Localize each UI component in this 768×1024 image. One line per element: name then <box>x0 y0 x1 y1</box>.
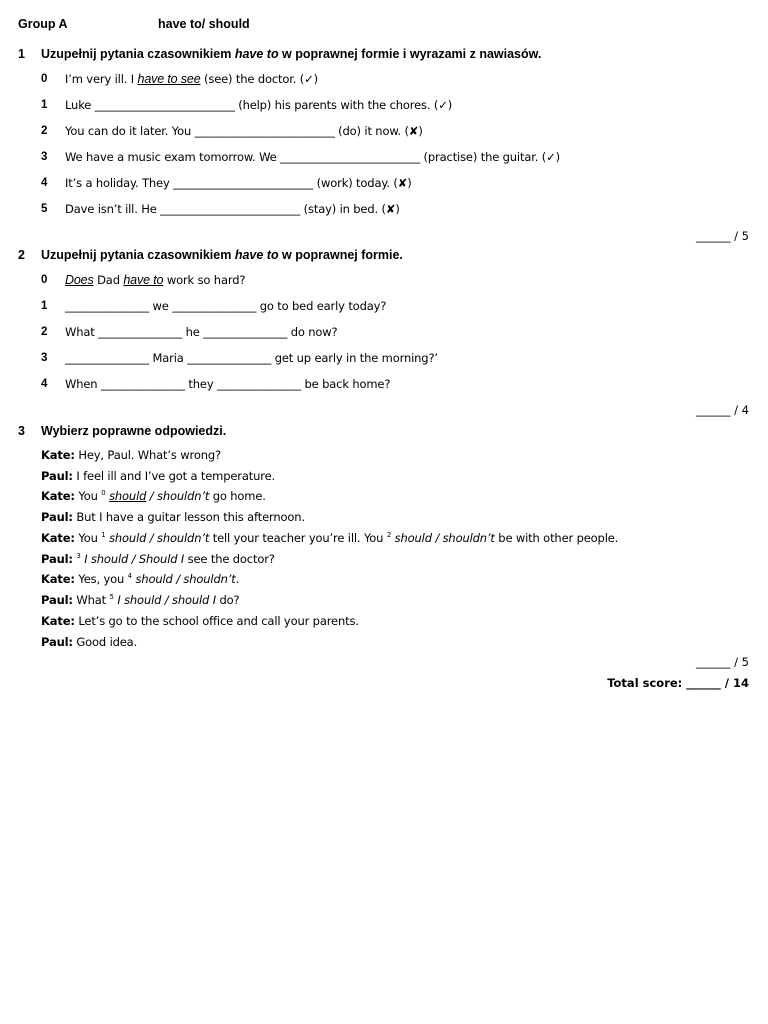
total-score-label: Total score: <box>607 676 683 690</box>
dialogue-line-5-c: be with other people. <box>494 531 619 545</box>
speaker-kate: Kate: <box>41 448 75 462</box>
section-2-score: ______ / 4 <box>695 403 749 417</box>
dialogue-line-3-b: go home. <box>209 489 266 503</box>
speaker-paul: Paul: <box>41 593 73 607</box>
dialogue-line-2-text: I feel ill and I’ve got a temperature. <box>76 469 276 483</box>
dialogue-line-9 <box>41 614 359 628</box>
s2-item-0 <box>65 273 245 287</box>
s2-item-0-post: work so hard? <box>163 273 246 287</box>
section-3-number: 3 <box>18 424 25 438</box>
s1-item-0-post: (see) the doctor. (✓) <box>200 72 318 86</box>
dialogue-line-8 <box>41 593 239 607</box>
dialogue-line-1 <box>41 448 221 462</box>
section-2-title-pre: Uzupełnij pytania czasownikiem <box>41 248 235 262</box>
section-3-title: Wybierz poprawne odpowiedzi. <box>41 424 227 438</box>
dialogue-line-8-option: I should / should I <box>117 593 216 607</box>
section-2-title-post: w poprawnej formie. <box>278 248 403 262</box>
s1-item-2: You can do it later. You _________________________ (do) it now. (✘) <box>65 124 423 138</box>
section-2-title-em: have to <box>234 248 279 262</box>
dialogue-line-10-text: Good idea. <box>76 635 138 649</box>
speaker-paul: Paul: <box>41 510 73 524</box>
s2-item-1: _______________ we _______________ go to bed early today? <box>65 299 387 313</box>
s1-item-2-number: 2 <box>41 125 48 137</box>
s2-item-3-number: 3 <box>41 352 48 364</box>
dialogue-line-9-text: Let’s go to the school office and call your parents. <box>78 614 359 628</box>
dialogue-line-7-option: should / shouldn’t <box>135 572 236 586</box>
section-1-title-em: have to <box>234 47 279 61</box>
group-label: Group A <box>18 17 68 31</box>
section-1-score: ______ / 5 <box>695 229 749 243</box>
s1-item-0-number: 0 <box>41 73 48 85</box>
gap-number-4: 4 <box>127 572 132 580</box>
speaker-kate: Kate: <box>41 614 75 628</box>
s1-item-4-number: 4 <box>41 177 48 189</box>
s2-item-0-answer-1: Does <box>65 273 94 287</box>
s2-item-2-number: 2 <box>41 326 48 338</box>
total-score <box>607 676 749 690</box>
s1-item-0-answer: have to see <box>137 72 201 86</box>
dialogue-line-6-b: see the doctor? <box>184 552 275 566</box>
dialogue-line-7 <box>41 572 239 586</box>
dialogue-line-7-a: Yes, you <box>78 572 128 586</box>
dialogue-line-3-a: You <box>78 489 102 503</box>
dialogue-line-3-answer: should <box>109 489 147 503</box>
s1-item-5-number: 5 <box>41 203 48 215</box>
s1-item-5: Dave isn’t ill. He _________________________ (stay) in bed. (✘) <box>65 202 400 216</box>
speaker-paul: Paul: <box>41 552 73 566</box>
dialogue-line-1-text: Hey, Paul. What’s wrong? <box>78 448 221 462</box>
gap-number-3: 3 <box>76 552 81 560</box>
dialogue-line-8-b: do? <box>215 593 240 607</box>
dialogue-line-3-sep: / <box>146 489 158 503</box>
s2-item-0-mid: Dad <box>93 273 124 287</box>
gap-number-2: 2 <box>386 531 392 539</box>
s1-item-1-number: 1 <box>41 99 48 111</box>
section-2-number: 2 <box>18 248 25 262</box>
dialogue-line-4 <box>41 510 305 524</box>
s1-item-1: Luke _________________________ (help) his parents with the chores. (✓) <box>65 98 453 112</box>
section-1-number: 1 <box>18 47 25 61</box>
total-score-value: ______ / 14 <box>682 676 749 690</box>
dialogue-line-5-option-2: should / shouldn’t <box>394 531 495 545</box>
s2-item-0-answer-2: have to <box>123 273 164 287</box>
s2-item-4: When _______________ they _______________ be back home? <box>65 377 391 391</box>
section-1-title <box>41 47 541 61</box>
gap-number-5: 5 <box>109 593 114 601</box>
dialogue-line-3-option: shouldn’t <box>157 489 210 503</box>
dialogue-line-6-option: I should / Should I <box>84 552 185 566</box>
s2-item-3: _______________ Maria _______________ get up early in the morning?’ <box>65 351 438 365</box>
speaker-kate: Kate: <box>41 489 75 503</box>
section-1-title-post: w poprawnej formie i wyrazami z nawiasów. <box>278 47 542 61</box>
gap-number-0: 0 <box>101 489 106 497</box>
dialogue-line-10 <box>41 635 137 649</box>
dialogue-line-5-b: tell your teacher you’re ill. You <box>209 531 387 545</box>
dialogue-line-8-a: What <box>76 593 110 607</box>
s1-item-0-pre: I’m very ill. I <box>65 72 138 86</box>
s2-item-1-number: 1 <box>41 300 48 312</box>
dialogue-line-3 <box>41 489 266 503</box>
dialogue-line-5-a: You <box>78 531 102 545</box>
s2-item-0-number: 0 <box>41 274 48 286</box>
dialogue-line-5-option-1: should / shouldn’t <box>109 531 210 545</box>
s1-item-0 <box>65 72 318 86</box>
dialogue-line-4-text: But I have a guitar lesson this afternoon. <box>76 510 305 524</box>
topic-label: have to/ should <box>158 17 250 31</box>
dialogue-line-7-b: . <box>235 572 240 586</box>
speaker-paul: Paul: <box>41 635 73 649</box>
dialogue-line-2 <box>41 469 275 483</box>
dialogue-line-6 <box>41 552 275 566</box>
section-3-score: ______ / 5 <box>695 655 749 669</box>
s2-item-4-number: 4 <box>41 378 48 390</box>
s1-item-3-number: 3 <box>41 151 48 163</box>
s1-item-4: It’s a holiday. They _________________________ (work) today. (✘) <box>65 176 412 190</box>
s2-item-2: What _______________ he _______________ do now? <box>65 325 338 339</box>
section-1-title-pre: Uzupełnij pytania czasownikiem <box>41 47 235 61</box>
section-2-title <box>41 248 403 262</box>
speaker-paul: Paul: <box>41 469 73 483</box>
dialogue-line-5 <box>41 531 618 545</box>
speaker-kate: Kate: <box>41 572 75 586</box>
gap-number-1: 1 <box>101 531 106 539</box>
s1-item-3: We have a music exam tomorrow. We _________________________ (practise) the guitar. (✓) <box>65 150 560 164</box>
speaker-kate: Kate: <box>41 531 75 545</box>
